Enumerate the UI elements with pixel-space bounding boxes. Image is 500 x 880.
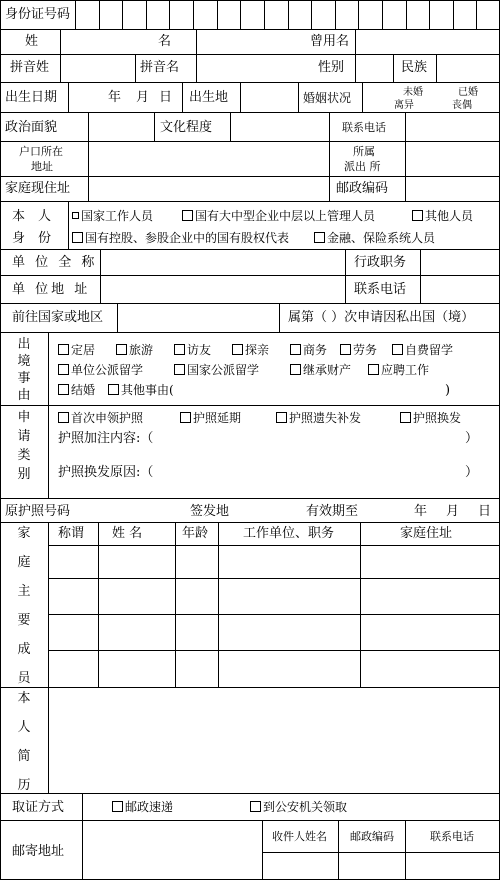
recipient-name-field[interactable] xyxy=(263,853,337,879)
postcode-label: 邮政编码 xyxy=(336,181,389,196)
app-type-option-label: 护照换发 xyxy=(413,411,462,425)
ethnicity-field[interactable] xyxy=(437,55,499,81)
checkbox-icon xyxy=(58,384,69,395)
id-digit-divider xyxy=(240,0,241,29)
resume-label-char: 历 xyxy=(17,778,31,793)
id-digit-divider xyxy=(264,0,265,29)
id-digit-divider xyxy=(453,0,454,29)
reason-option-label: 国家公派留学 xyxy=(187,363,260,377)
row-divider xyxy=(0,793,500,794)
home-address-field[interactable] xyxy=(89,177,328,200)
checkbox-icon xyxy=(250,801,261,812)
pickup-option-label: 到公安机关领取 xyxy=(263,800,348,814)
checkbox-icon xyxy=(58,364,69,375)
reason-option-label: 继承财产 xyxy=(303,363,352,377)
reason-option-label: 访友 xyxy=(187,343,212,357)
application-type-label-char: 别 xyxy=(17,467,31,482)
mail-postcode-label: 邮政编码 xyxy=(350,830,394,843)
marital-unmarried-option[interactable]: 未婚 xyxy=(403,87,423,98)
reason-visit-relatives-option[interactable] xyxy=(232,344,269,356)
cell-divider xyxy=(68,201,69,249)
family-row[interactable] xyxy=(49,615,499,649)
reason-option-label: 商务 xyxy=(303,343,328,357)
identity-label: 本 人 xyxy=(12,209,52,224)
checkbox-icon xyxy=(112,801,123,812)
ethnicity-label: 民族 xyxy=(401,60,428,75)
checkbox-icon xyxy=(182,210,193,221)
family-header-age: 年龄 xyxy=(182,526,209,541)
checkbox-icon xyxy=(180,412,191,423)
hukou-address-field[interactable] xyxy=(89,142,328,175)
id-digit-divider xyxy=(382,0,383,29)
cell-divider xyxy=(298,82,299,112)
recipient-name-label: 收件人姓名 xyxy=(272,830,327,843)
valid-day-label: 日 xyxy=(478,504,492,519)
checkbox-icon xyxy=(314,232,325,243)
birth-date-label: 出生日期 xyxy=(5,90,58,105)
row-divider xyxy=(0,332,500,333)
id-digit-divider xyxy=(358,0,359,29)
checkbox-icon xyxy=(174,344,185,355)
family-row[interactable] xyxy=(49,651,499,686)
mail-phone-field[interactable] xyxy=(406,853,499,879)
destination-field[interactable] xyxy=(118,304,278,331)
checkbox-icon xyxy=(368,364,379,375)
checkbox-icon xyxy=(232,344,243,355)
id-digit-divider xyxy=(406,0,407,29)
checkbox-icon xyxy=(174,364,185,375)
id-digit-divider xyxy=(99,0,100,29)
given-name-field[interactable] xyxy=(197,30,297,53)
application-type-label-char: 请 xyxy=(17,429,31,444)
identity-option-equity-rep[interactable] xyxy=(72,232,289,244)
endorsement-field[interactable] xyxy=(165,428,463,448)
passport-extension-option[interactable] xyxy=(180,412,241,424)
pickup-option-label: 邮政速递 xyxy=(125,800,174,814)
education-label: 文化程度 xyxy=(160,120,213,135)
family-label-char: 庭 xyxy=(17,555,31,570)
cell-divider xyxy=(329,112,330,141)
checkbox-icon xyxy=(392,344,403,355)
family-header-address: 家庭住址 xyxy=(400,526,453,541)
id-digit-divider xyxy=(146,0,147,29)
cell-divider xyxy=(279,303,280,332)
checkbox-icon xyxy=(72,232,83,243)
pickup-police-option[interactable] xyxy=(250,801,347,813)
checkbox-icon xyxy=(58,412,69,423)
identity-option-label: 国家工作人员 xyxy=(81,209,154,223)
exit-reason-label-char: 境 xyxy=(17,354,31,369)
birth-day-label: 日 xyxy=(159,90,173,105)
police-station-label-2: 派出 所 xyxy=(344,160,381,173)
identity-option-state-employee[interactable] xyxy=(72,210,153,222)
reason-option-label: 应聘工作 xyxy=(381,363,430,377)
cell-divider xyxy=(154,112,155,141)
police-station-field[interactable] xyxy=(406,142,499,175)
birthplace-field[interactable] xyxy=(241,83,297,111)
reason-other-field[interactable] xyxy=(215,380,443,400)
cell-divider xyxy=(182,82,183,112)
reason-tourism-option[interactable] xyxy=(116,344,153,356)
reason-option-label: 自费留学 xyxy=(405,343,454,357)
reason-inheritance-option[interactable] xyxy=(290,364,351,376)
phone-label: 联系电话 xyxy=(342,121,386,134)
exit-count-label: 属第（ ）次申请因私出国（境） xyxy=(288,310,475,325)
id-digit-divider xyxy=(335,0,336,29)
family-label-char: 家 xyxy=(17,526,31,541)
police-station-label: 所属 xyxy=(353,145,375,158)
reason-option-label: 单位公派留学 xyxy=(71,363,144,377)
given-name-label: 名 xyxy=(158,34,172,49)
id-digit-divider xyxy=(476,0,477,29)
reason-marriage-option[interactable] xyxy=(58,384,95,396)
birth-month-label: 月 xyxy=(136,90,150,105)
employer-name-field[interactable] xyxy=(101,250,344,274)
application-type-label xyxy=(16,411,32,481)
mail-phone-label: 联系电话 xyxy=(430,830,474,843)
resume-label xyxy=(16,692,32,792)
checkbox-icon xyxy=(290,344,301,355)
reason-option-label: 探亲 xyxy=(245,343,270,357)
former-name-label: 曾用名 xyxy=(310,34,350,49)
marital-married-option[interactable]: 已婚 xyxy=(458,87,478,98)
identity-option-finance[interactable] xyxy=(314,232,435,244)
checkbox-icon xyxy=(108,384,119,395)
renewal-reason-label: 护照换发原因:（ xyxy=(58,465,154,480)
cell-divider xyxy=(329,141,330,176)
valid-year-label: 年 xyxy=(414,504,428,519)
reason-employer-study-option[interactable] xyxy=(58,364,143,376)
gender-label: 性别 xyxy=(318,60,345,75)
resume-field[interactable] xyxy=(49,688,499,792)
reason-job-option[interactable] xyxy=(368,364,429,376)
first-passport-option[interactable] xyxy=(58,412,143,424)
reason-self-funded-study-option[interactable] xyxy=(392,344,453,356)
destination-label: 前往国家或地区 xyxy=(12,310,104,325)
renewal-reason-close-paren: ） xyxy=(465,465,479,480)
application-type-label-char: 申 xyxy=(17,410,31,425)
pinyin-given-field[interactable] xyxy=(197,55,297,81)
checkbox-icon xyxy=(412,210,423,221)
family-members-label xyxy=(16,527,32,685)
identity-option-label: 国有控股、参股企业中的国有股权代表 xyxy=(85,231,290,245)
birthplace-label: 出生地 xyxy=(189,90,229,105)
surname-field[interactable] xyxy=(61,30,146,53)
issue-place-label: 签发地 xyxy=(190,504,230,519)
identity-option-label: 国有大中型企业中层以上管理人员 xyxy=(195,209,376,223)
reason-visit-friends-option[interactable] xyxy=(174,344,211,356)
family-row[interactable] xyxy=(49,546,499,577)
resume-label-char: 人 xyxy=(17,720,31,735)
employer-address-field[interactable] xyxy=(101,276,344,302)
resume-label-char: 简 xyxy=(17,749,31,764)
reason-business-option[interactable] xyxy=(290,344,327,356)
exit-reason-label-char: 由 xyxy=(17,388,31,403)
reason-state-study-option[interactable] xyxy=(174,364,259,376)
renewal-reason-field[interactable] xyxy=(165,462,463,482)
family-header-name: 姓 名 xyxy=(112,526,143,541)
pickup-post-option[interactable] xyxy=(112,801,173,813)
postcode-field[interactable] xyxy=(406,177,499,200)
mailing-address-field[interactable] xyxy=(83,821,261,879)
identity-option-label: 金融、保险系统人员 xyxy=(327,231,436,245)
education-field[interactable] xyxy=(231,113,328,140)
family-label-char: 要 xyxy=(17,613,31,628)
reason-other-option[interactable] xyxy=(108,384,174,396)
marital-status-label: 婚姻状况 xyxy=(303,91,352,105)
id-digit-divider xyxy=(169,0,170,29)
political-status-label: 政治面貌 xyxy=(5,120,58,135)
exit-reason-label xyxy=(16,338,32,402)
home-address-label: 家庭现住址 xyxy=(5,181,71,196)
checkbox-icon xyxy=(58,344,69,355)
cell-divider xyxy=(393,54,394,82)
id-digit-divider xyxy=(122,0,123,29)
family-row[interactable] xyxy=(49,579,499,613)
checkbox-icon xyxy=(290,364,301,375)
row-divider xyxy=(0,201,500,202)
former-name-field[interactable] xyxy=(356,30,499,53)
reason-other-close-paren: ) xyxy=(445,383,451,398)
id-digit-divider xyxy=(288,0,289,29)
id-number-field[interactable] xyxy=(75,0,500,29)
row-divider xyxy=(0,405,500,406)
passport-reissue-lost-option[interactable] xyxy=(276,412,361,424)
id-number-label: 身份证号码 xyxy=(5,7,71,22)
checkbox-icon xyxy=(340,344,351,355)
reason-option-label: 其他事由( xyxy=(121,383,174,397)
pickup-method-label: 取证方式 xyxy=(12,800,65,815)
id-digit-divider xyxy=(193,0,194,29)
row-divider xyxy=(0,522,500,523)
app-type-option-label: 首次申领护照 xyxy=(71,411,144,425)
checkbox-icon xyxy=(72,212,79,219)
cell-divider xyxy=(135,54,136,82)
marital-widowed-option[interactable]: 丧偶 xyxy=(452,100,472,111)
employer-phone-field[interactable] xyxy=(421,276,499,302)
app-type-option-label: 护照延期 xyxy=(193,411,242,425)
reason-option-label: 定居 xyxy=(71,343,96,357)
employer-phone-label: 联系电话 xyxy=(354,282,407,297)
cell-divider xyxy=(345,249,346,303)
resume-label-char: 本 xyxy=(17,691,31,706)
gender-field[interactable] xyxy=(356,55,392,81)
surname-label: 姓 xyxy=(25,34,39,49)
reason-option-label: 结婚 xyxy=(71,383,96,397)
phone-field[interactable] xyxy=(406,113,499,140)
cell-divider xyxy=(362,82,363,112)
old-passport-number-label: 原护照号码 xyxy=(5,504,71,519)
reason-option-label: 劳务 xyxy=(353,343,378,357)
hukou-address-label: 户口所在 xyxy=(19,145,63,158)
pinyin-surname-label: 拼音姓 xyxy=(10,60,50,75)
issue-place-field[interactable] xyxy=(236,500,300,521)
hukou-address-label-2: 地址 xyxy=(31,160,53,173)
family-label-char: 成 xyxy=(17,642,31,657)
pinyin-surname-field[interactable] xyxy=(61,55,134,81)
admin-post-field[interactable] xyxy=(421,250,499,274)
employer-address-label: 单 位地 址 xyxy=(12,282,91,297)
reason-option-label: 旅游 xyxy=(129,343,154,357)
birth-year-label: 年 xyxy=(108,90,122,105)
mail-postcode-field[interactable] xyxy=(339,853,404,879)
endorsement-close-paren: ） xyxy=(465,431,479,446)
family-header-employer: 工作单位、职务 xyxy=(243,526,335,541)
application-type-label-char: 类 xyxy=(17,448,31,463)
pinyin-given-label: 拼音名 xyxy=(140,60,180,75)
family-header-relation: 称谓 xyxy=(58,526,85,541)
identity-option-soe-manager[interactable] xyxy=(182,210,375,222)
employer-name-label: 单 位 全 称 xyxy=(12,255,98,270)
admin-post-label: 行政职务 xyxy=(354,255,407,270)
exit-reason-label-char: 事 xyxy=(17,371,31,386)
family-label-char: 员 xyxy=(17,671,31,686)
valid-month-label: 月 xyxy=(446,504,460,519)
exit-reason-label-char: 出 xyxy=(17,337,31,352)
identity-label-2: 身 份 xyxy=(12,231,52,246)
family-label-char: 主 xyxy=(17,584,31,599)
row-divider xyxy=(0,498,500,499)
cell-divider xyxy=(329,176,330,201)
marital-divorced-option[interactable]: 离异 xyxy=(394,100,414,111)
id-digit-divider xyxy=(311,0,312,29)
identity-option-label: 其他人员 xyxy=(425,209,474,223)
checkbox-icon xyxy=(276,412,287,423)
id-digit-divider xyxy=(429,0,430,29)
id-digit-divider xyxy=(217,0,218,29)
cell-divider xyxy=(48,332,49,498)
passport-renewal-option[interactable] xyxy=(400,412,461,424)
endorsement-label: 护照加注内容:（ xyxy=(58,431,154,446)
old-passport-number-field[interactable] xyxy=(82,500,182,521)
checkbox-icon xyxy=(400,412,411,423)
checkbox-icon xyxy=(116,344,127,355)
reason-labor-option[interactable] xyxy=(340,344,377,356)
political-status-field[interactable] xyxy=(89,113,153,140)
app-type-option-label: 护照遗失补发 xyxy=(289,411,362,425)
identity-option-other[interactable] xyxy=(412,210,473,222)
mailing-address-label: 邮寄地址 xyxy=(12,844,65,859)
valid-until-label: 有效期至 xyxy=(306,504,359,519)
reason-settle-option[interactable] xyxy=(58,344,95,356)
